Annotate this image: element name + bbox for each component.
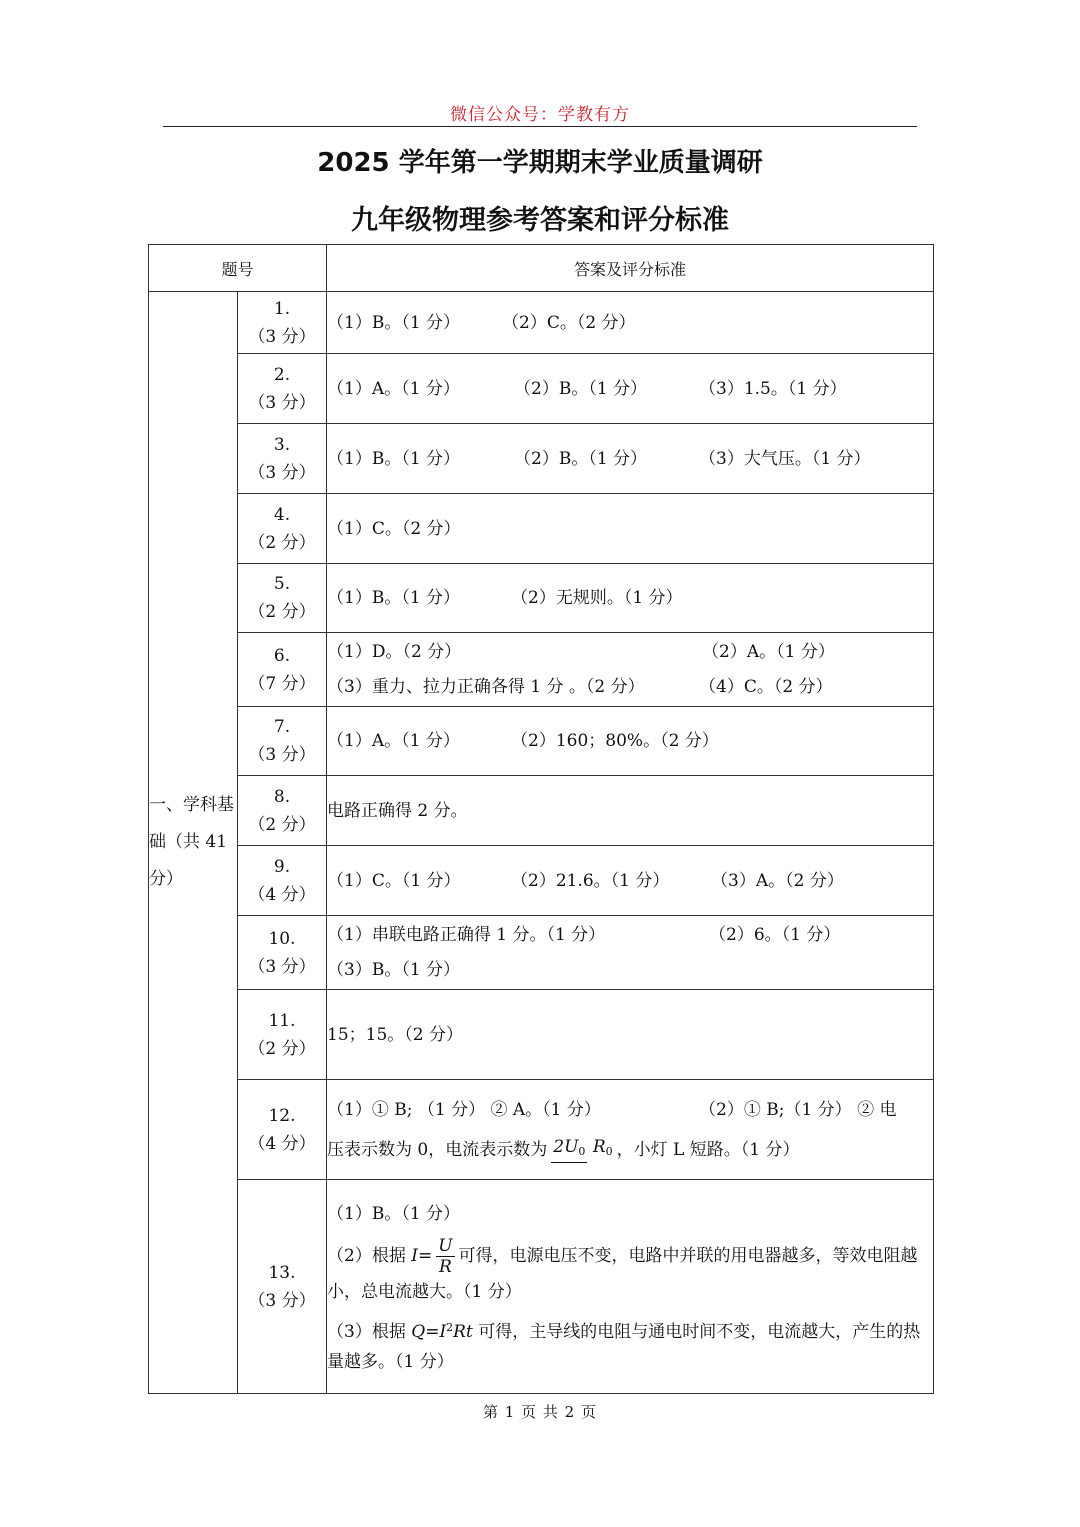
question-number-cell: 3. （3 分）	[238, 424, 327, 494]
table-row	[149, 990, 934, 1080]
question-number-cell: 9. （4 分）	[238, 846, 327, 916]
answer-cell: （1）B。（1 分） （2）根据 I= $\frac{U}{R}$ 可得，电源电压不变，电路中并联的用电器越多，等效电阻越小，总电流越大。（1 分） （3）根据 $Q=I^2Rt$ 可得，主导线的电阻与通电时间不变，电流越大，产生的热量越多。（1 分）	[327, 1180, 934, 1394]
document-subtitle: 九年级物理参考答案和评分标准	[351, 205, 729, 236]
document-title: 2025 学年第一学期期末学业质量调研	[317, 148, 763, 178]
answer-cell: （1）A。（1 分） （2）160；80%。（2 分）	[327, 707, 934, 776]
question-number-cell: 8. （2 分）	[238, 776, 327, 846]
header-answer-standard: 答案及评分标准	[327, 245, 934, 292]
table-header-row	[149, 245, 934, 292]
table-row	[149, 776, 934, 846]
question-number-cell: 6. （7 分）	[238, 633, 327, 707]
table-row	[149, 354, 934, 424]
table-row	[149, 1080, 934, 1180]
table-row	[149, 846, 934, 916]
header-question-number: 题号	[149, 245, 327, 292]
table-row	[149, 292, 934, 354]
fraction-u-over-r: $\frac{U}{R}$	[438, 1236, 453, 1277]
answer-cell: （1）B。（1 分） （2）B。（1 分） （3）大气压。（1 分）	[327, 424, 934, 494]
question-number-cell: 13. （3 分）	[238, 1180, 327, 1394]
answer-table	[148, 244, 934, 1394]
question-number-cell: 4. （2 分）	[238, 494, 327, 564]
answer-cell: （1）① B; （1 分） ② A。（1 分） （2）① B;（1 分） ② 电 压表示数为 0，电流表示数为 2U0 R0 ，小灯 L 短路。（1 分）	[327, 1080, 934, 1180]
question-number-cell: 2. （3 分）	[238, 354, 327, 424]
wechat-account-banner: 微信公众号：学教有方	[450, 105, 630, 125]
question-number-cell: 10. （3 分）	[238, 916, 327, 990]
table-row	[149, 494, 934, 564]
answer-cell: （1）C。（2 分）	[327, 494, 934, 564]
answer-cell: （1）D。（2 分） （2）A。（1 分） （3）重力、拉力正确各得 1 分 。（2 分） （4）C。（2 分）	[327, 633, 934, 707]
page-footer: 第 1 页 共 2 页	[483, 1403, 597, 1421]
question-number-cell: 7. （3 分）	[238, 707, 327, 776]
section-label: 一、学科基础（共 41 分）	[149, 292, 238, 1394]
question-number-cell: 11. （2 分）	[238, 990, 327, 1080]
answer-cell: （1）A。（1 分） （2）B。（1 分） （3）1.5。（1 分）	[327, 354, 934, 424]
answer-cell: （1）B。（1 分） （2）C。（2 分）	[327, 292, 934, 354]
table-row	[149, 1180, 934, 1394]
header-divider	[163, 126, 917, 127]
table-row	[149, 707, 934, 776]
question-number-cell: 12. （4 分）	[238, 1080, 327, 1180]
answer-cell: 电路正确得 2 分。	[327, 776, 934, 846]
answer-cell: （1）C。（1 分） （2）21.6。（1 分） （3）A。（2 分）	[327, 846, 934, 916]
answer-cell: （1）B。（1 分） （2）无规则。（1 分）	[327, 564, 934, 633]
table-row	[149, 424, 934, 494]
question-number-cell: 5. （2 分）	[238, 564, 327, 633]
table-row	[149, 916, 934, 990]
answer-cell: 15；15。（2 分）	[327, 990, 934, 1080]
fraction-2u0-over-r0: 2U0 R0	[551, 1137, 612, 1163]
table-row	[149, 564, 934, 633]
answer-cell: （1）串联电路正确得 1 分。（1 分） （2）6。（1 分） （3）B。（1 分）	[327, 916, 934, 990]
question-number-cell: 1. （3 分）	[238, 292, 327, 354]
table-row	[149, 633, 934, 707]
